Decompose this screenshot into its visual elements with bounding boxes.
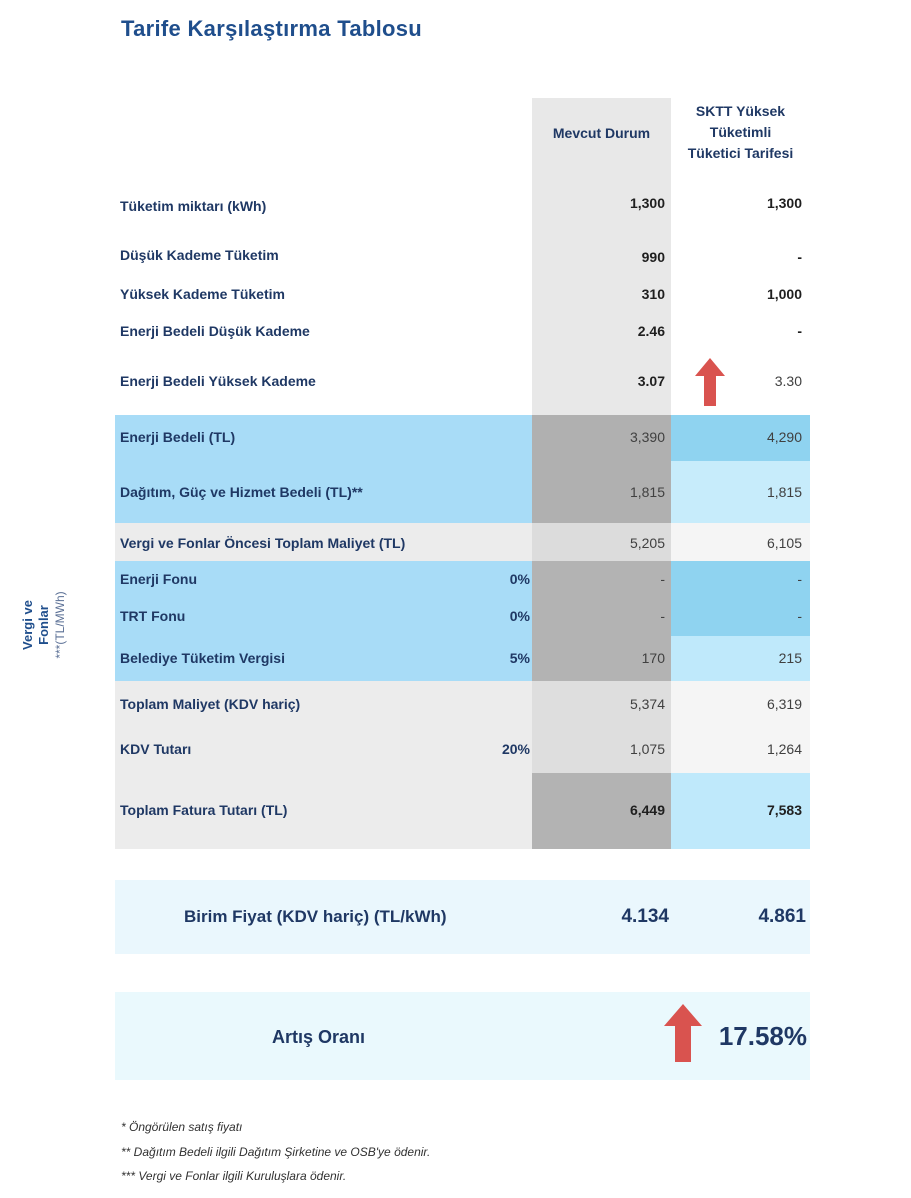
- row-current-value: 1,075: [629, 741, 665, 757]
- row-current-value: 170: [641, 650, 665, 666]
- row-new-value: -: [797, 571, 802, 587]
- increase-panel: [115, 992, 810, 1080]
- row-new-value: 6,105: [766, 535, 802, 551]
- row-current-value: -: [660, 608, 665, 624]
- row-label: Belediye Tüketim Vergisi: [120, 650, 285, 666]
- row-label: Enerji Fonu: [120, 571, 197, 587]
- row-label: Tüketim miktarı (kWh): [120, 198, 267, 214]
- up-arrow-icon: [695, 358, 725, 406]
- row-percent: 20%: [501, 741, 530, 757]
- row-current-value: 990: [641, 249, 665, 265]
- row-percent: 0%: [509, 608, 530, 624]
- row-new-value: -: [797, 323, 802, 339]
- row-current-value: 3,390: [629, 429, 665, 445]
- column-header-new-line2: Tüketimli: [709, 124, 772, 140]
- row-label: Düşük Kademe Tüketim: [120, 247, 279, 263]
- footnote: *** Vergi ve Fonlar ilgili Kuruluşlara ödenir.: [121, 1169, 347, 1183]
- side-label-line1: Vergi ve: [20, 600, 35, 650]
- page-title: Tarife Karşılaştırma Tablosu: [121, 16, 423, 41]
- row-new-value: 4,290: [766, 429, 802, 445]
- totals-current-bg: [532, 681, 671, 773]
- column-header-current: Mevcut Durum: [552, 125, 651, 141]
- row-current-value: 2.46: [637, 323, 665, 339]
- row-new-value: 1,300: [766, 195, 802, 211]
- row-label: Enerji Bedeli Yüksek Kademe: [120, 373, 316, 389]
- row-new-value: 7,583: [766, 802, 802, 818]
- column-header-new: [671, 101, 810, 164]
- row-new-value: -: [797, 608, 802, 624]
- row-current-value: 1,300: [629, 195, 665, 211]
- row-label: Toplam Fatura Tutarı (TL): [120, 802, 288, 818]
- row-label: KDV Tutarı: [120, 741, 192, 757]
- row-label: Dağıtım, Güç ve Hizmet Bedeli (TL)**: [120, 484, 363, 500]
- taxes-side-label: [20, 580, 90, 670]
- side-label-line3: ***(TL/MWh): [53, 591, 67, 659]
- side-label-line2: Fonlar: [36, 605, 51, 645]
- column-header-new-line1: SKTT Yüksek: [695, 103, 786, 119]
- unit-price-label: Birim Fiyat (KDV hariç) (TL/kWh): [184, 907, 447, 926]
- row-new-value: -: [797, 249, 802, 265]
- unit-price-new: 4.861: [758, 906, 806, 927]
- row-label: Enerji Bedeli Düşük Kademe: [120, 323, 310, 339]
- totals-new-bg: [671, 681, 810, 773]
- up-arrow-icon: [664, 1004, 702, 1062]
- unit-price-current: 4.134: [621, 906, 669, 927]
- row-current-value: 6,449: [629, 802, 665, 818]
- row-new-value: 3.30: [774, 373, 802, 389]
- footnote: ** Dağıtım Bedeli ilgili Dağıtım Şirketine ve OSB'ye ödenir.: [121, 1145, 431, 1159]
- row-percent: 5%: [509, 650, 530, 666]
- row-new-value: 1,815: [766, 484, 802, 500]
- row-label: Vergi ve Fonlar Öncesi Toplam Maliyet (TL): [120, 535, 406, 551]
- row-new-value: 1,264: [766, 741, 802, 757]
- row-new-value: 1,000: [766, 286, 802, 302]
- row-current-value: -: [660, 571, 665, 587]
- unit-price-panel: [115, 880, 810, 954]
- row-percent: 0%: [509, 571, 530, 587]
- row-current-value: 310: [641, 286, 665, 302]
- row-new-value: 6,319: [766, 696, 802, 712]
- footnote: * Öngörülen satış fiyatı: [121, 1120, 243, 1134]
- increase-value: 17.58%: [718, 1021, 807, 1051]
- row-current-value: 5,374: [629, 696, 665, 712]
- column-header-new-line3: Tüketici Tarifesi: [687, 145, 794, 161]
- row-new-value: 215: [778, 650, 802, 666]
- increase-label: Artış Oranı: [272, 1027, 366, 1047]
- row-label: TRT Fonu: [120, 608, 186, 624]
- row-label: Enerji Bedeli (TL): [120, 429, 236, 445]
- row-label: Yüksek Kademe Tüketim: [120, 286, 285, 302]
- row-current-value: 3.07: [637, 373, 665, 389]
- row-current-value: 5,205: [629, 535, 665, 551]
- row-label: Toplam Maliyet (KDV hariç): [120, 696, 301, 712]
- row-current-value: 1,815: [629, 484, 665, 500]
